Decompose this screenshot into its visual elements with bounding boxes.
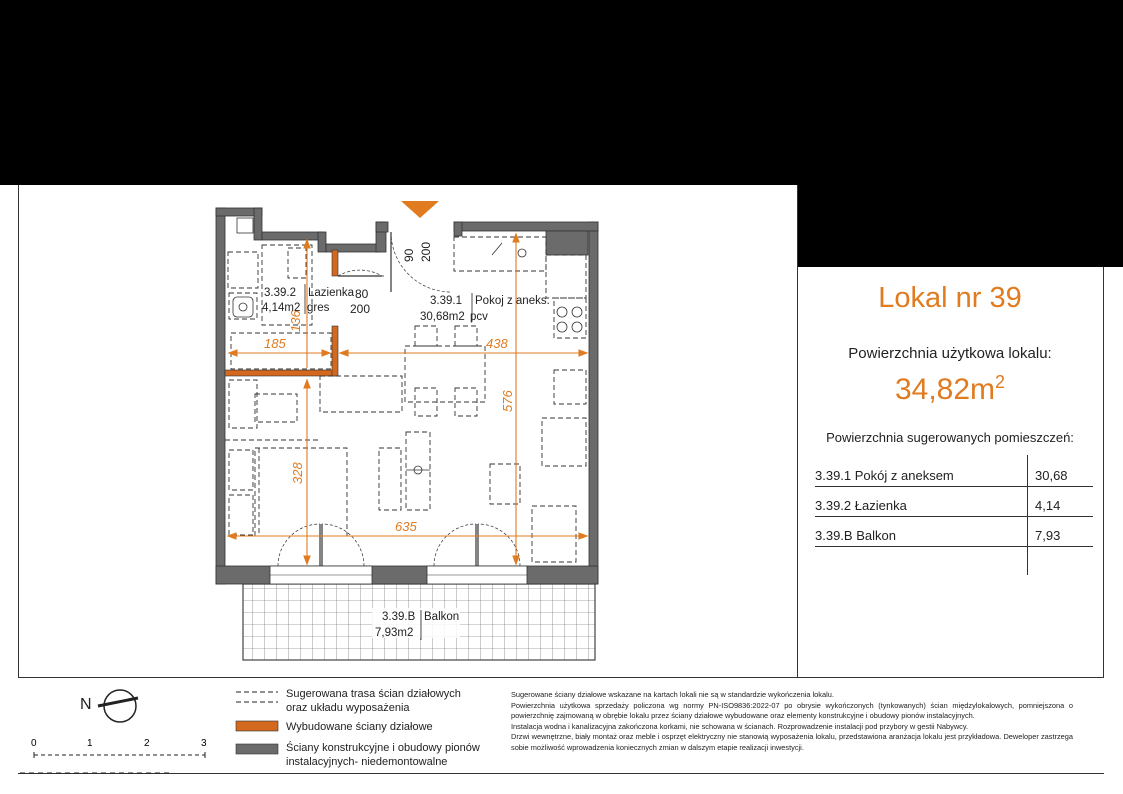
room-name: 3.39.1 Pokój z aneksem [815,468,954,483]
unit-title: Lokal nr 39 [878,282,1022,314]
room2-floor: gres [307,302,330,314]
room1-id: 3.39.1 [430,295,462,307]
room1-floor: pcv [470,311,488,323]
compass-and-scale [20,680,220,776]
disclaimer-notes [511,690,1073,754]
room2-id: 3.39.2 [264,287,296,299]
room-name: 3.39.B Balkon [815,528,896,543]
room-row [815,494,1093,517]
scale-bar [20,752,205,773]
note-paragraph: Sugerowane ściany działowe wskazane na kartach lokali nie są w standardzie wykończenia lokalu. [511,690,834,699]
scale-label-0: 0 [31,738,37,749]
room-area: 4,14 [1035,498,1061,513]
dim-328: 328 [290,462,305,484]
frame-right [1103,267,1104,677]
room-area: 7,93 [1035,528,1061,543]
legend-suggested-line1: Sugerowana trasa ścian działowych [286,688,461,700]
room1-name: Pokoj z aneks. [475,295,550,307]
door-bath-height: 200 [350,302,371,316]
scale-label-3: 3 [201,738,207,749]
door-main-width: 90 [402,248,416,262]
usable-area-value [797,372,1103,407]
note-paragraph: Instalacja wodna i kanalizacyjna zakończona korkami, nie schowana w ścianach. Rozprowadzenie instalacji pod przybory w gestii Nabywcy. [511,721,969,731]
legend-structural-line2: instalacyjnych- niedemontowalne [286,756,448,768]
dim-136: 136 [288,310,303,332]
legend-swatches [234,686,284,766]
note-paragraph: Powierzchnia użytkowa sprzedaży policzona wg normy PN-ISO9836:2022-07 po obrysie wykończonych (tynkowanych) ścian międzylokalowych, pomniejszona o powierzchnię zajmowaną w obrębie lokalu przez ściany działowe wybudowane oraz elementy konstrukcyjne i obudowy pionów instalacyjnych. [511,700,1073,721]
usable-area-number: 34,82m [894,373,996,406]
room-name: 3.39.2 Łazienka [815,498,907,513]
usable-area-label: Powierzchnia użytkowa lokalu: [848,345,1052,362]
room-area: 30,68 [1035,468,1068,483]
balcony-id: 3.39.B [382,611,416,623]
legend-structural-line1: Ściany konstrukcyjne i obudowy pionów [286,742,480,754]
redacted-corner [797,185,1123,267]
balcony-name: Balkon [424,611,460,623]
door-bath-width: 80 [355,287,369,301]
room-row [815,464,1093,487]
scale-label-2: 2 [144,738,150,749]
rooms-area-label: Powierzchnia sugerowanych pomieszczeń: [826,430,1074,445]
legend-item-suggested [286,687,461,715]
room2-name: Lazienka [308,287,355,299]
north-label: N [80,696,92,713]
balcony-area-text: 7,93m2 [375,627,414,639]
dim-185: 185 [264,336,286,351]
legend-item-structural [286,741,480,769]
dim-438: 438 [486,336,508,351]
legend-item-built: Wybudowane ściany działowe [286,721,433,733]
room-row [815,524,1093,547]
dim-635: 635 [395,519,417,534]
note-paragraph: Drzwi wewnętrzne, biały montaż oraz meble i osprzęt elektryczny nie stanowią wyposażenia lokalu, przedstawiona aranżacja lokalu jest przykładowa. Deweloper zastrzega sobie możliwość wprowadzenia koniecznych zmian w dalszym etapie realizacji inwestycji. [511,732,1073,752]
entrance-marker [401,201,439,218]
legend-suggested-line2: oraz układu wyposażenia [286,702,410,714]
dim-576: 576 [500,390,515,412]
room2-area: 4,14m2 [262,302,301,314]
scale-label-1: 1 [87,738,93,749]
door-main-height: 200 [419,241,433,262]
compass-icon [104,690,136,722]
rooms-table-divider [1027,455,1028,575]
usable-area-unit-exp: 2 [995,372,1006,392]
room1-area: 30,68m2 [420,311,465,323]
